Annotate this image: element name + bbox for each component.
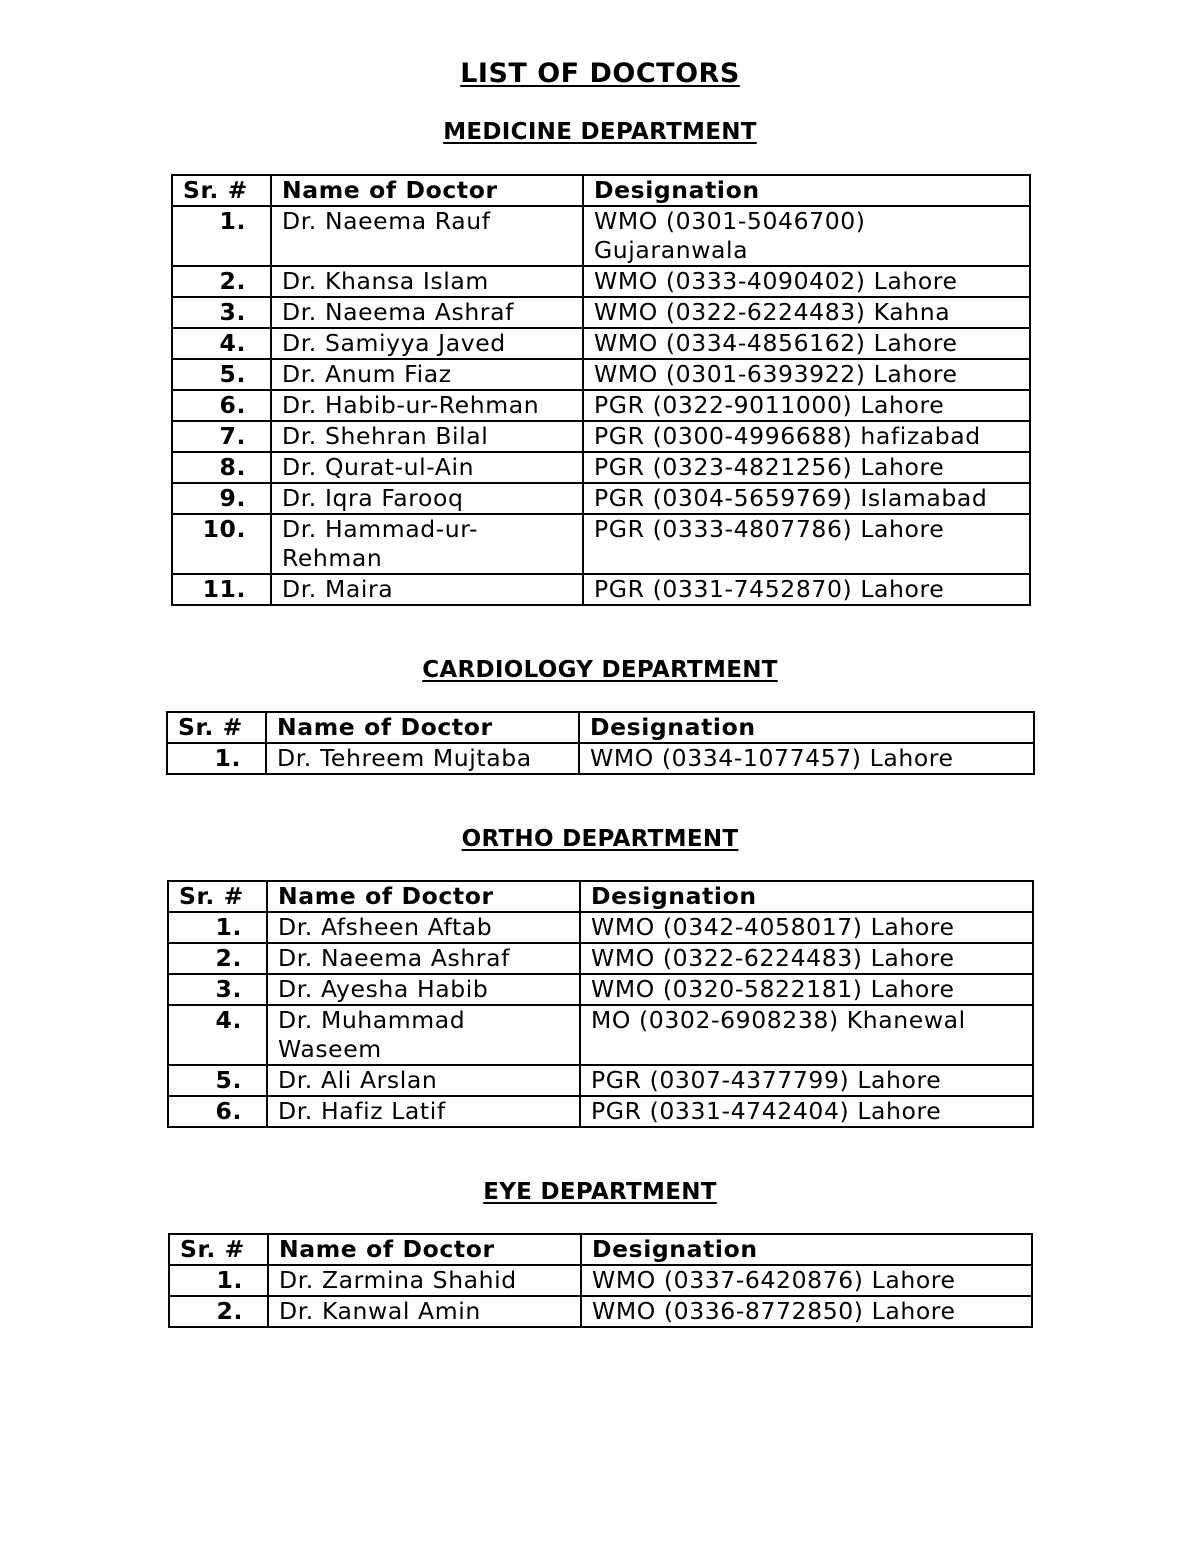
- doctor-name-cell: Dr. Ayesha Habib: [267, 974, 580, 1005]
- sr-column-header: Sr. #: [167, 712, 266, 743]
- table-row: [172, 452, 1030, 483]
- sr-cell: 8.: [172, 452, 271, 483]
- sr-cell: 2.: [169, 1296, 268, 1327]
- doctor-name-cell: Dr. Khansa Islam: [271, 266, 583, 297]
- sr-cell: 11.: [172, 574, 271, 605]
- table-row: [172, 359, 1030, 390]
- designation-cell: PGR (0331-7452870) Lahore: [583, 574, 1030, 605]
- designation-column-header: Designation: [580, 881, 1033, 912]
- name-column-header: Name of Doctor: [271, 175, 583, 206]
- designation-column-header: Designation: [583, 175, 1030, 206]
- table-row: [172, 206, 1030, 266]
- doctor-name-cell: Dr. Hafiz Latif: [267, 1096, 580, 1127]
- table-row: [172, 390, 1030, 421]
- table-row: [172, 266, 1030, 297]
- sr-column-header: Sr. #: [168, 881, 267, 912]
- designation-cell: WMO (0320-5822181) Lahore: [580, 974, 1033, 1005]
- sr-cell: 1.: [172, 206, 271, 266]
- table-row: [172, 328, 1030, 359]
- sr-cell: 7.: [172, 421, 271, 452]
- doctor-name-cell: Dr. Ali Arslan: [267, 1065, 580, 1096]
- doctor-name-cell: Dr. Zarmina Shahid: [268, 1265, 581, 1296]
- designation-column-header: Designation: [579, 712, 1034, 743]
- sr-cell: 10.: [172, 514, 271, 574]
- sr-cell: 9.: [172, 483, 271, 514]
- designation-cell: WMO (0322-6224483) Kahna: [583, 297, 1030, 328]
- designation-cell: WMO (0322-6224483) Lahore: [580, 943, 1033, 974]
- sr-cell: 4.: [168, 1005, 267, 1065]
- designation-column-header: Designation: [581, 1234, 1032, 1265]
- doctor-name-cell: Dr. Afsheen Aftab: [267, 912, 580, 943]
- table-row: [172, 421, 1030, 452]
- doctor-name-cell: Dr. Naeema Rauf: [271, 206, 583, 266]
- doctor-name-cell: Dr. Iqra Farooq: [271, 483, 583, 514]
- table-row: [168, 1065, 1033, 1096]
- doctor-name-cell: Dr. Samiyya Javed: [271, 328, 583, 359]
- doctor-name-cell: Dr. Maira: [271, 574, 583, 605]
- table-row: [168, 974, 1033, 1005]
- designation-cell: WMO (0342-4058017) Lahore: [580, 912, 1033, 943]
- page-title: LIST OF DOCTORS: [460, 58, 740, 89]
- table-row: [172, 514, 1030, 574]
- sr-cell: 2.: [168, 943, 267, 974]
- table-row: [168, 1005, 1033, 1065]
- cardiology-doctors-table: [166, 711, 1035, 775]
- medicine-doctors-table: [171, 174, 1031, 606]
- medicine-department-heading: MEDICINE DEPARTMENT: [443, 119, 757, 145]
- doctor-name-cell: Dr. Kanwal Amin: [268, 1296, 581, 1327]
- sr-cell: 5.: [168, 1065, 267, 1096]
- eye-doctors-table: [168, 1233, 1033, 1328]
- table-row: [172, 483, 1030, 514]
- table-header-row: [172, 175, 1030, 206]
- table-header-row: [168, 881, 1033, 912]
- designation-cell: PGR (0333-4807786) Lahore: [583, 514, 1030, 574]
- sr-column-header: Sr. #: [169, 1234, 268, 1265]
- name-column-header: Name of Doctor: [266, 712, 579, 743]
- ortho-doctors-table: [167, 880, 1034, 1128]
- sr-cell: 6.: [168, 1096, 267, 1127]
- sr-cell: 1.: [167, 743, 266, 774]
- designation-cell: WMO (0334-1077457) Lahore: [579, 743, 1034, 774]
- table-row: [169, 1265, 1032, 1296]
- doctor-name-cell: Dr. Anum Fiaz: [271, 359, 583, 390]
- doctor-name-cell: Dr. Naeema Ashraf: [267, 943, 580, 974]
- name-column-header: Name of Doctor: [268, 1234, 581, 1265]
- sr-cell: 1.: [169, 1265, 268, 1296]
- ortho-department-heading: ORTHO DEPARTMENT: [461, 826, 739, 852]
- sr-cell: 3.: [168, 974, 267, 1005]
- doctor-name-cell: Dr. Habib-ur-Rehman: [271, 390, 583, 421]
- table-header-row: [169, 1234, 1032, 1265]
- sr-cell: 2.: [172, 266, 271, 297]
- sr-cell: 5.: [172, 359, 271, 390]
- table-header-row: [167, 712, 1034, 743]
- doctor-name-cell: Dr. Shehran Bilal: [271, 421, 583, 452]
- table-row: [168, 1096, 1033, 1127]
- name-column-header: Name of Doctor: [267, 881, 580, 912]
- table-row: [172, 297, 1030, 328]
- doctor-name-cell: Dr. Tehreem Mujtaba: [266, 743, 579, 774]
- doctor-name-cell: Dr. Muhammad Waseem: [267, 1005, 580, 1065]
- eye-department-heading: EYE DEPARTMENT: [483, 1179, 717, 1205]
- designation-cell: MO (0302-6908238) Khanewal: [580, 1005, 1033, 1065]
- sr-cell: 4.: [172, 328, 271, 359]
- table-row: [168, 912, 1033, 943]
- sr-column-header: Sr. #: [172, 175, 271, 206]
- designation-cell: PGR (0307-4377799) Lahore: [580, 1065, 1033, 1096]
- designation-cell: WMO (0336-8772850) Lahore: [581, 1296, 1032, 1327]
- sr-cell: 3.: [172, 297, 271, 328]
- table-row: [172, 574, 1030, 605]
- doctor-name-cell: Dr. Hammad-ur-Rehman: [271, 514, 583, 574]
- designation-cell: WMO (0333-4090402) Lahore: [583, 266, 1030, 297]
- designation-cell: PGR (0304-5659769) Islamabad: [583, 483, 1030, 514]
- designation-cell: PGR (0331-4742404) Lahore: [580, 1096, 1033, 1127]
- designation-cell: PGR (0300-4996688) hafizabad: [583, 421, 1030, 452]
- designation-cell: WMO (0334-4856162) Lahore: [583, 328, 1030, 359]
- doctor-name-cell: Dr. Naeema Ashraf: [271, 297, 583, 328]
- table-row: [169, 1296, 1032, 1327]
- sr-cell: 1.: [168, 912, 267, 943]
- designation-cell: PGR (0322-9011000) Lahore: [583, 390, 1030, 421]
- sr-cell: 6.: [172, 390, 271, 421]
- designation-cell: WMO (0301-6393922) Lahore: [583, 359, 1030, 390]
- designation-cell: WMO (0301-5046700) Gujaranwala: [583, 206, 1030, 266]
- doctor-name-cell: Dr. Qurat-ul-Ain: [271, 452, 583, 483]
- designation-cell: WMO (0337-6420876) Lahore: [581, 1265, 1032, 1296]
- designation-cell: PGR (0323-4821256) Lahore: [583, 452, 1030, 483]
- table-row: [168, 943, 1033, 974]
- cardiology-department-heading: CARDIOLOGY DEPARTMENT: [422, 657, 778, 683]
- table-row: [167, 743, 1034, 774]
